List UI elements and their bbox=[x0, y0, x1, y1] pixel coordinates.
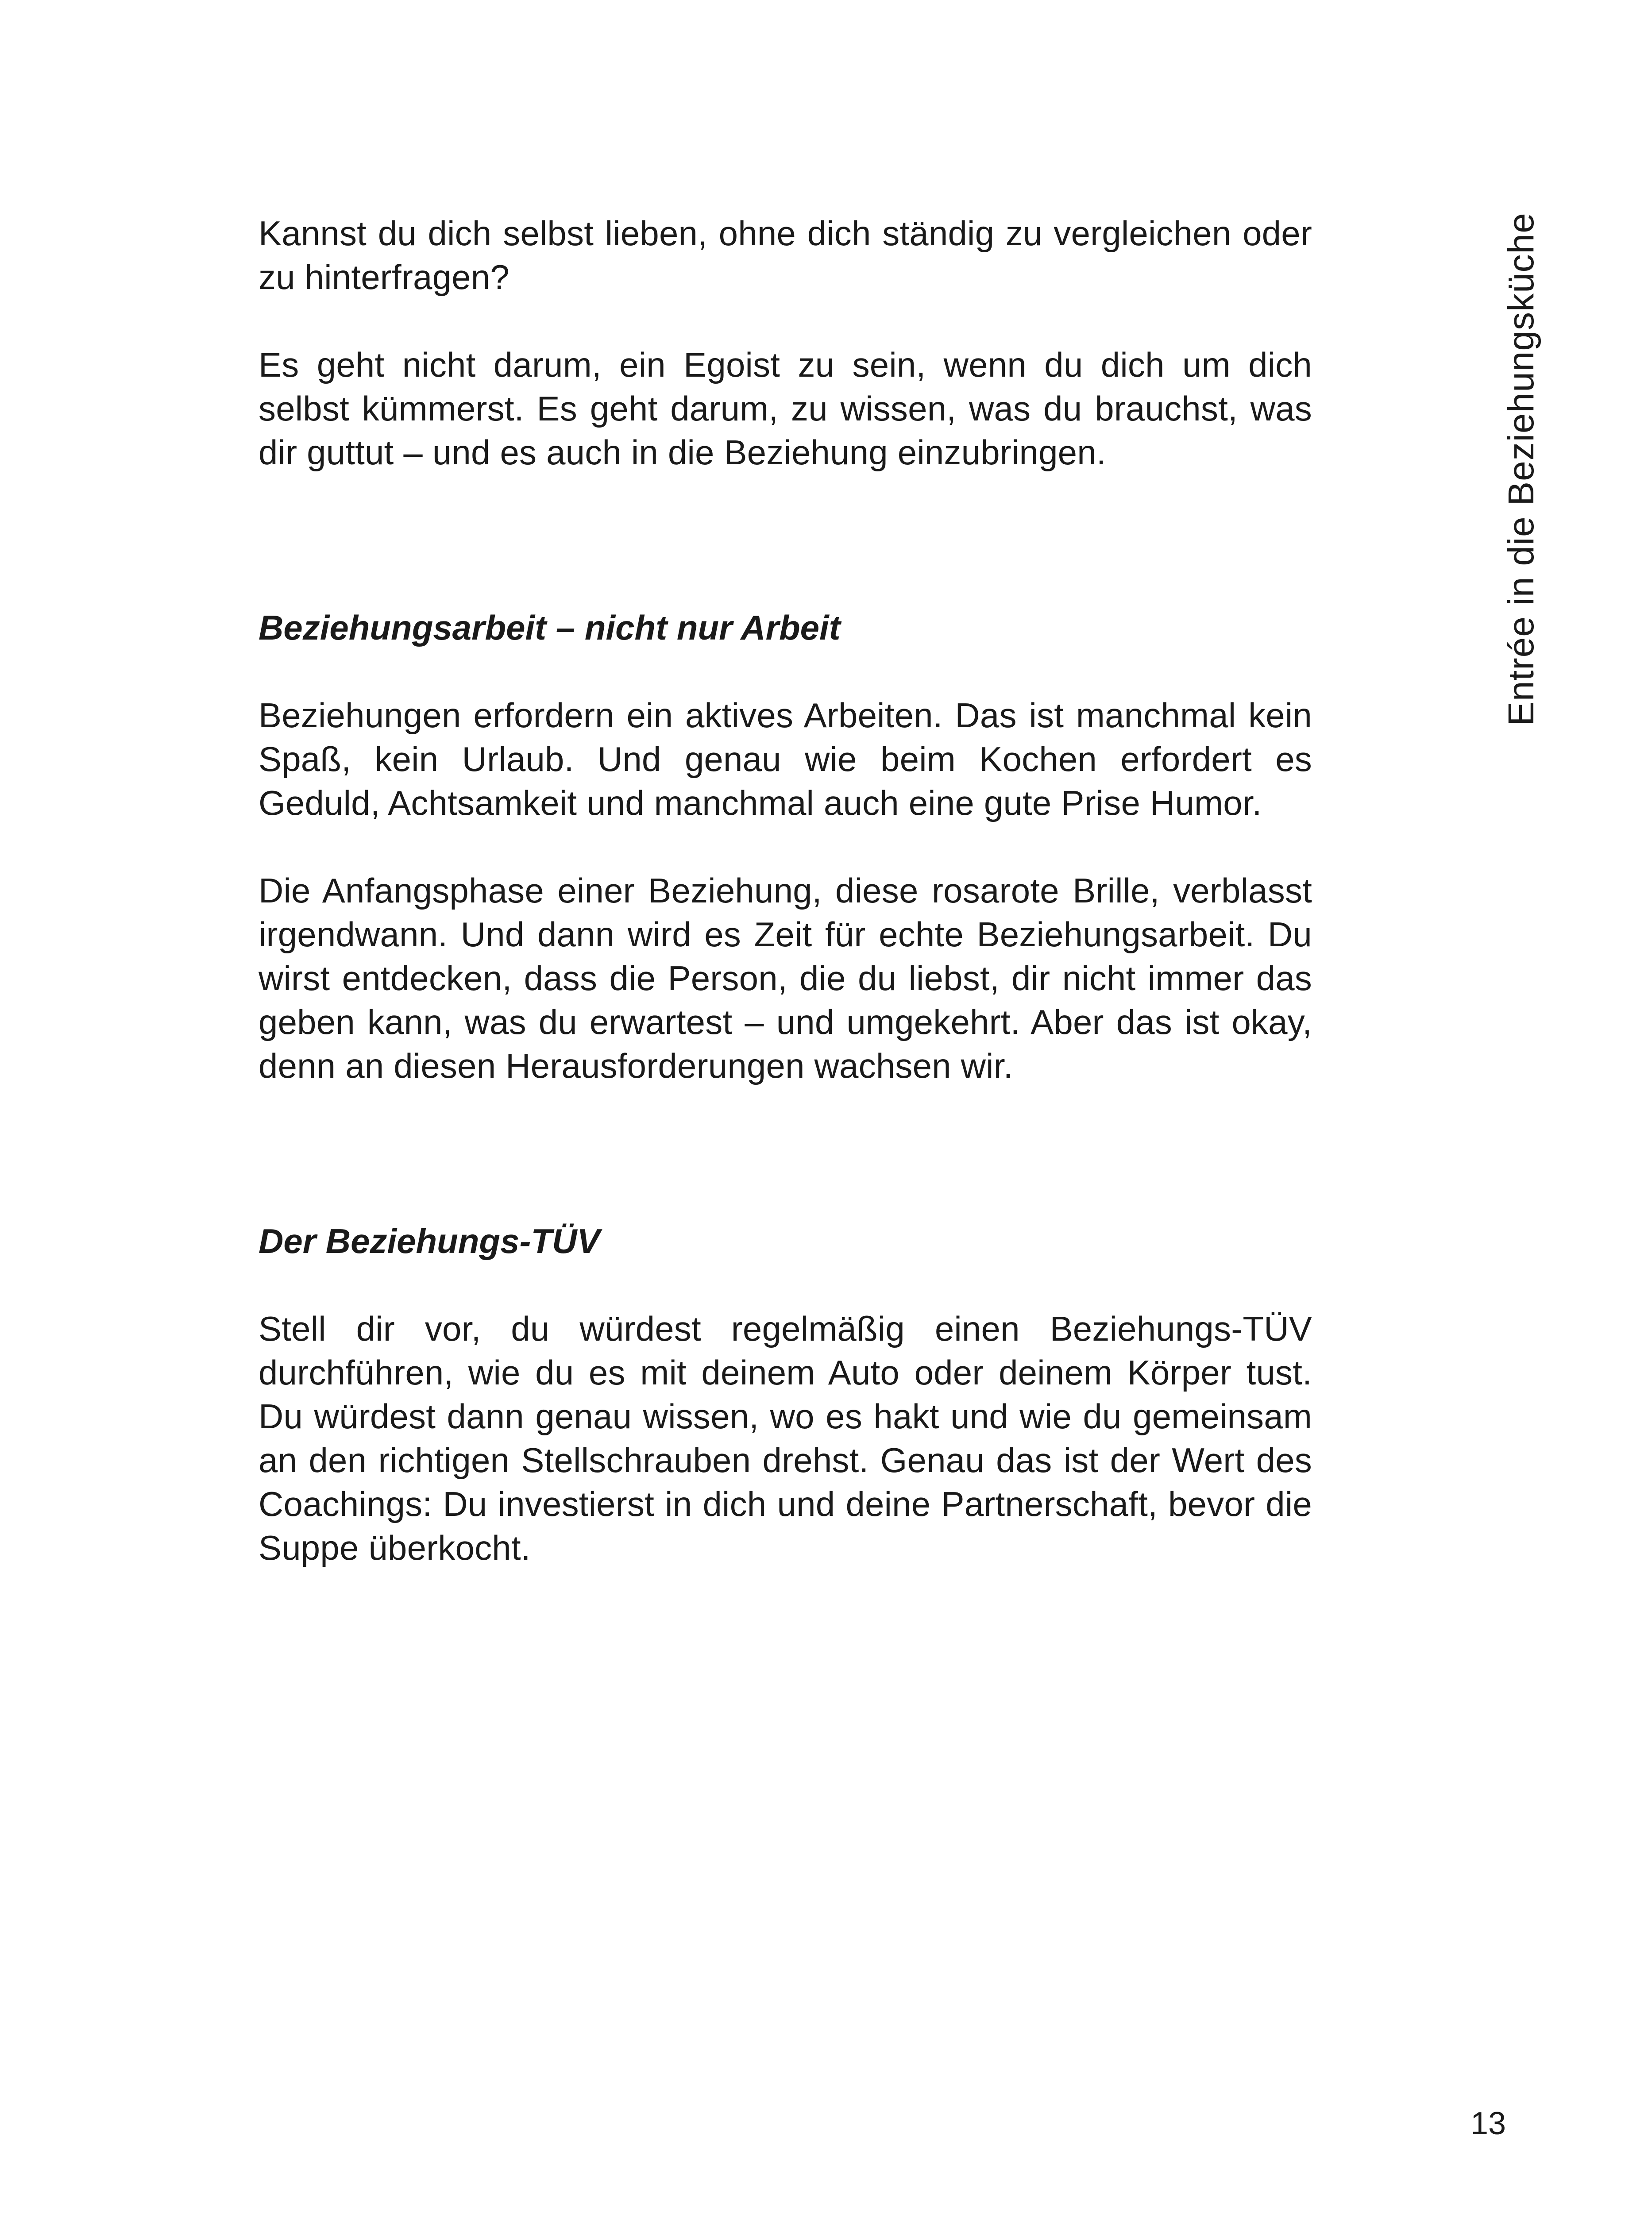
paragraph-spacer bbox=[259, 825, 1312, 869]
paragraph-spacer bbox=[259, 299, 1312, 343]
paragraph-spacer bbox=[259, 1263, 1312, 1307]
paragraph-initial-phase: Die Anfangsphase einer Beziehung, diese rosarote Brille, verblasst irgendwann. Und dann wird es Zeit für echte Beziehungsarbeit. Du wirst entdecken, dass die Person, die du liebst, dir nicht immer das geben kann, was du erwartest – und umgekehrt. Aber das ist okay, denn an diesen Herausforderungen wachsen wir. bbox=[259, 871, 1312, 1085]
running-chapter-title: Entrée in die Beziehungsküche bbox=[1501, 212, 1541, 726]
page-number: 13 bbox=[1471, 2106, 1506, 2141]
paragraph-not-egoist: Es geht nicht darum, ein Egoist zu sein, wenn du dich um dich selbst kümmerst. Es geht darum, zu wissen, was du brauchst, was dir guttut – und es auch in die Beziehung einzubringen. bbox=[259, 345, 1312, 472]
paragraph-coaching-value: Stell dir vor, du würdest regelmäßig einen Beziehungs-TÜV durchführen, wie du es mit deinem Auto oder deinem Körper tust. Du würdest dann genau wissen, wo es hakt und wie du gemeinsam an den richtigen Stellschrauben drehst. Genau das ist der Wert des Coachings: Du investierst in dich und deine Partnerschaft, bevor die Suppe überkocht. bbox=[259, 1309, 1312, 1567]
body-text-column bbox=[259, 212, 1312, 1570]
section-spacer bbox=[259, 474, 1312, 606]
section-spacer bbox=[259, 1088, 1312, 1219]
section-heading-beziehungs-tuev: Der Beziehungs-TÜV bbox=[259, 1222, 600, 1261]
paragraph-spacer bbox=[259, 650, 1312, 694]
paragraph-active-work: Beziehungen erfordern ein aktives Arbeiten. Das ist manchmal kein Spaß, kein Urlaub. Und genau wie beim Kochen erfordert es Geduld, Achtsamkeit und manchmal auch eine gute Prise Humor. bbox=[259, 696, 1312, 822]
section-heading-beziehungsarbeit: Beziehungsarbeit – nicht nur Arbeit bbox=[259, 608, 841, 647]
paragraph-self-love-question: Kannst du dich selbst lieben, ohne dich ständig zu vergleichen oder zu hinterfragen? bbox=[259, 214, 1312, 297]
